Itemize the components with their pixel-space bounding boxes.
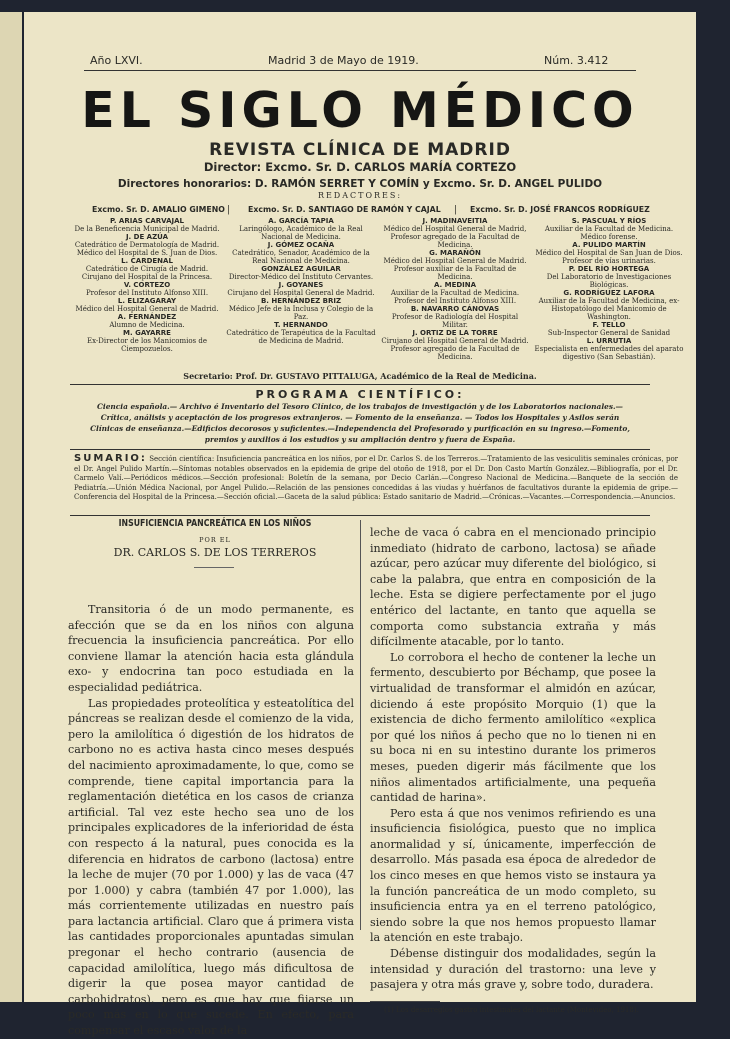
year-label: Año LXVI.	[90, 54, 143, 67]
honorary-directors: Directores honorarios: D. RAMÓN SERRET Y COMÍN y Excmo. Sr. D. ANGEL PULIDO	[117, 178, 603, 190]
editor-role: De la Beneficencia Municipal de Madrid.	[74, 225, 220, 233]
editor-role: Sub-Inspector General de Sanidad	[547, 329, 671, 337]
editor-name: P. ARIAS CARVAJAL	[109, 217, 185, 225]
editor-role: Catedrático de Dermatología de Madrid. Médico del Hospital de S. Juan de Dios.	[74, 241, 220, 257]
editors-column	[378, 217, 532, 361]
article-paragraph: Lo corrobora el hecho de contener la leche un fermento, descubierto por Béchamp, que posee la virtualidad de transformar el almidón en azúcar, diciendo á este propósito Morquio (1) que la existencia de dicho fermento amilolítico «explica por qué los niños á pecho que no lo tienen ni en su boca ni en su intestino durante los primeros meses, pueden digerir más fácilmente que los niños alimentados artificialmente, una pequeña cantidad de harina».	[370, 650, 656, 805]
editor-name: A. GARCÍA TAPIA	[268, 217, 334, 225]
editors-columns	[70, 217, 686, 361]
editor-name: GONZÁLEZ AGUILAR	[261, 265, 341, 273]
editor-role: Catedrático, Senador, Académico de la Real Nacional de Medicina.	[232, 249, 370, 265]
newspaper-page	[24, 12, 696, 1038]
editors-label: REDACTORES:	[317, 191, 403, 200]
editor-head-1: Excmo. Sr. D. AMALIO GIMENO	[92, 205, 225, 214]
editor-role: Auxiliar de la Facultad de Medicina. Profesor del Instituto Alfonso XIII.	[390, 289, 520, 305]
article-byline-label: POR EL	[199, 536, 231, 544]
editor-role: Laringólogo, Académico de la Real Nacional de Medicina.	[239, 225, 363, 241]
editor-name: A. FERNÁNDEZ	[117, 313, 177, 321]
article-paragraph: leche de vaca ó cabra en el mencionado principio inmediato (hidrato de carbono, lactosa) se añade azúcar, pero azúcar muy diferente del biológico, si cabe la palabra, que entra en composición de la leche. Esta se digiere perfectamente por el jugo entérico del lactante, en tanto que aquella se comporta como substancia extraña y más difícilmente atacable, por lo tanto.	[370, 526, 656, 649]
summary-block	[74, 454, 678, 503]
section-rule	[70, 449, 650, 450]
article-title: INSUFICIENCIA PANCREÁTICA EN LOS NIÑOS	[118, 518, 312, 529]
masthead-title: EL SIGLO MÉDICO	[81, 82, 639, 139]
editor-role: Médico del Hospital General de Madrid. Profesor auxiliar de la Facultad de Medicina.	[383, 257, 527, 281]
editor-role: Médico del Hospital de San Juan de Dios. Profesor de vías urinarias.	[535, 249, 683, 265]
editor-role: Profesor de Radiología del Hospital Militar.	[391, 313, 519, 329]
footnote-rule	[370, 1001, 440, 1002]
director-line: Director: Excmo. Sr. D. CARLOS MARÍA CORTEZO	[203, 160, 517, 174]
editor-head-3: Excmo. Sr. D. JOSÉ FRANCOS RODRÍGUEZ	[470, 205, 650, 214]
editor-name: P. DEL RÍO HORTEGA	[568, 265, 650, 273]
editor-name: L. ELIZAGARAY	[117, 297, 177, 305]
editor-role: Alumno de Medicina.	[109, 321, 185, 329]
editor-role: Auxiliar de la Facultad de Medicina, ex-Histopatólogo del Manicomio de Washington.	[538, 297, 680, 321]
article-left-column	[68, 602, 354, 1039]
editor-name: J. GÓMEZ OCAÑA	[267, 241, 335, 249]
editor-head-2: Excmo. Sr. D. SANTIAGO DE RAMÓN Y CAJAL	[248, 205, 441, 214]
head-separator: |	[227, 205, 231, 215]
editor-name: V. CORTEZO	[123, 281, 171, 289]
editor-role: Médico del Hospital General de Madrid, Profesor agregado de la Facultad de Medicina.	[383, 225, 527, 249]
editor-role: Del Laboratorio de Investigaciones Biológicas.	[546, 273, 672, 289]
head-separator: |	[454, 205, 458, 215]
article-paragraph: Transitoria ó de un modo permanente, es afección que se da en los niños con alguna frecuencia la insuficiencia pancreática. Por ello conviene llamar la atención hacia esta glándula exo- y endocrina tan poco estudiada en la especialidad pediátrica.	[68, 603, 354, 694]
editor-name: A. MEDINA	[433, 281, 477, 289]
editor-name: J. DE AZÚA	[125, 233, 169, 241]
editor-name: F. TELLO	[592, 321, 626, 329]
editor-name: J. ORTIZ DE LA TORRE	[412, 329, 498, 337]
article-paragraph: Pero esta á que nos venimos refiriendo es una insuficiencia fisiológica, puesto que no implica anormalidad y sí, únicamente, imperfección de desarrollo. Más pasada esa época de alrededor de los cinco meses en que hemos visto se instaura ya la función pancreática de un modo completo, su insuficiencia entra ya en el terreno patológico, siendo sobre la que nos hemos propuesto llamar la atención en este trabajo.	[370, 806, 656, 945]
facing-page-edge	[0, 12, 22, 1002]
article-author: DR. CARLOS S. DE LOS TERREROS	[113, 546, 317, 559]
editor-role: Médico Jefe de la Inclusa y Colegio de la Paz.	[228, 305, 374, 321]
secretary-line: Secretario: Prof. Dr. GUSTAVO PITTALUGA, Académico de la Real de Medicina.	[183, 371, 537, 381]
editors-column	[70, 217, 224, 361]
header-rule	[84, 70, 636, 71]
editor-role: Ex-Director de los Manicomios de Ciempozuelos.	[86, 337, 208, 353]
program-line: premios y auxilios á los estudios y su ampliación dentro y fuera de España.	[204, 435, 516, 444]
program-title: PROGRAMA CIENTÍFICO:	[255, 388, 465, 401]
date-label: Madrid 3 de Mayo de 1919.	[268, 54, 419, 67]
summary-text: Sección científica: Insuficiencia pancreática en los niños, por el Dr. Carlos S. de los Terreros.—Tratamiento de las vesiculitis seminales crónicas, por el Dr. Angel Pulido Martín.—Síntomas notables observados en la epidemia de gripe del otoño de 1918, por el Dr. Don Casto Martín González.—Bibliografía, por el Dr. Carmelo Valí.—Periódicos médicos.—Sección profesional: Boletín de la semana, por Decio Carlán.—Congreso Nacional de Medicina.—Banquete de la sección de Pediatría.—Unión Médica Nacional, por Angel Pulido.—Relación de las pensiones concedidas á las viudas y huérfanos de facultativos durante la epidemia de gripe.—Conferencia del Hospital de la Princesa.—Sección oficial.—Gaceta de la salud pública: Estado sanitario de Madrid.—Crónicas.—Vacantes.—Correspondencia.—Anuncios.	[74, 455, 679, 502]
editor-name: T. HERNANDO	[274, 321, 328, 329]
editor-role: Director-Médico del Instituto Cervantes.	[228, 273, 374, 281]
issue-number: Núm. 3.412	[544, 54, 609, 67]
article-right-column	[370, 525, 656, 1015]
editor-name: L. URRUTIA	[586, 337, 632, 345]
editor-role: Profesor del Instituto Alfonso XIII.	[85, 289, 209, 297]
editors-column	[224, 217, 378, 361]
editors-column	[532, 217, 686, 361]
editor-role: Especialista en enfermedades del aparato digestivo (San Sebastián).	[534, 345, 684, 361]
editor-name: G. MARAÑÓN	[429, 249, 481, 257]
editor-name: B. NAVARRO CÁNOVAS	[410, 305, 500, 313]
editor-name: S. PASCUAL Y RÍOS	[571, 217, 647, 225]
footnote: (1) Los desarreglos gastro intestinales del lactante (Montevideo, 1918).	[384, 1005, 639, 1014]
editor-role: Auxiliar de la Facultad de Medicina. Médico forense.	[544, 225, 674, 241]
editor-name: L. CARDENAL	[121, 257, 173, 265]
editor-name: J. MADINAVEITIA	[422, 217, 488, 225]
editor-name: B. HERNÁNDEZ BRIZ	[260, 297, 342, 305]
editor-role: Cirujano del Hospital General de Madrid.	[227, 289, 375, 297]
editor-role: Médico del Hospital General de Madrid.	[75, 305, 219, 313]
editor-role: Cirujano del Hospital General de Madrid. Profesor agregado de la Facultad de Medicina.	[381, 337, 529, 361]
section-rule	[70, 384, 650, 385]
editor-name: G. RODRÍGUEZ LAFORA	[563, 289, 655, 297]
section-rule	[70, 515, 650, 516]
editor-role: Catedrático de Terapéutica de la Facultad de Medicina de Madrid.	[226, 329, 376, 345]
editor-name: M. GAYARRE	[123, 329, 171, 337]
article-paragraph: Débense distinguir dos modalidades, según la intensidad y duración del trastorno: una leve y pasajera y otra más grave y, sobre todo, duradera.	[370, 947, 656, 992]
program-text	[24, 401, 696, 445]
program-line: Clínicas de enseñanza.—Edificios decorosos y suficientes.—Independencia del Profesorado y purificación en su ingreso.—Fomento,	[90, 424, 630, 433]
title-rule	[194, 567, 234, 568]
summary-label: SUMARIO:	[74, 453, 147, 464]
article-paragraph: Las propiedades proteolítica y esteatolítica del páncreas se realizan desde el comienzo de la vida, pero la amilolítica ó digestión de los hidratos de carbono no es activa hasta cinco meses después del nacimiento aproximadamente, lo que, como se comprende, tiene capital importancia para la reglamentación dietética en los casos de crianza artificial. Tal vez este hecho sea uno de los principales explicadores de la inferioridad de ésta con respecto á la natural, pues conocida es la diferencia en hidratos de carbono (lactosa) entre la leche de mujer (70 por 1.000) y las de vaca (47 por 1.000) y cabra (también 47 por 1.000), las más corrientemente utilizadas en nuestro país para lactancia artificial. Claro que á primera vista las cantidades proporcionales apuntadas simulan pregonar el hecho contrario (ausencia de capacidad amilolítica, luego más dificultosa de digerir la que posea mayor cantidad de carbohidratos), pero es que hay que fijarse un poco más en lo que sucede. En efecto, para compensar el escaso valor de la	[68, 696, 354, 1038]
column-divider	[360, 520, 361, 930]
editor-name: J. GOYANES	[278, 281, 324, 289]
program-line: Ciencia española.— Archivo é Inventario del Tesoro Clínico, de los trabajos de investigación y de los Laboratorios nacionales.—	[97, 402, 623, 411]
editor-name: A. PULIDO MARTÍN	[572, 241, 646, 249]
masthead-subtitle: REVISTA CLÍNICA DE MADRID	[209, 140, 511, 160]
editor-role: Catedrático de Cirugía de Madrid. Cirujano del Hospital de la Princesa.	[81, 265, 213, 281]
program-line: Crítica, análisis y aceptación de los progresos extranjeros. — Fomento de la enseñanza. — Todos los Hospitales y Asilos serán	[100, 413, 620, 422]
